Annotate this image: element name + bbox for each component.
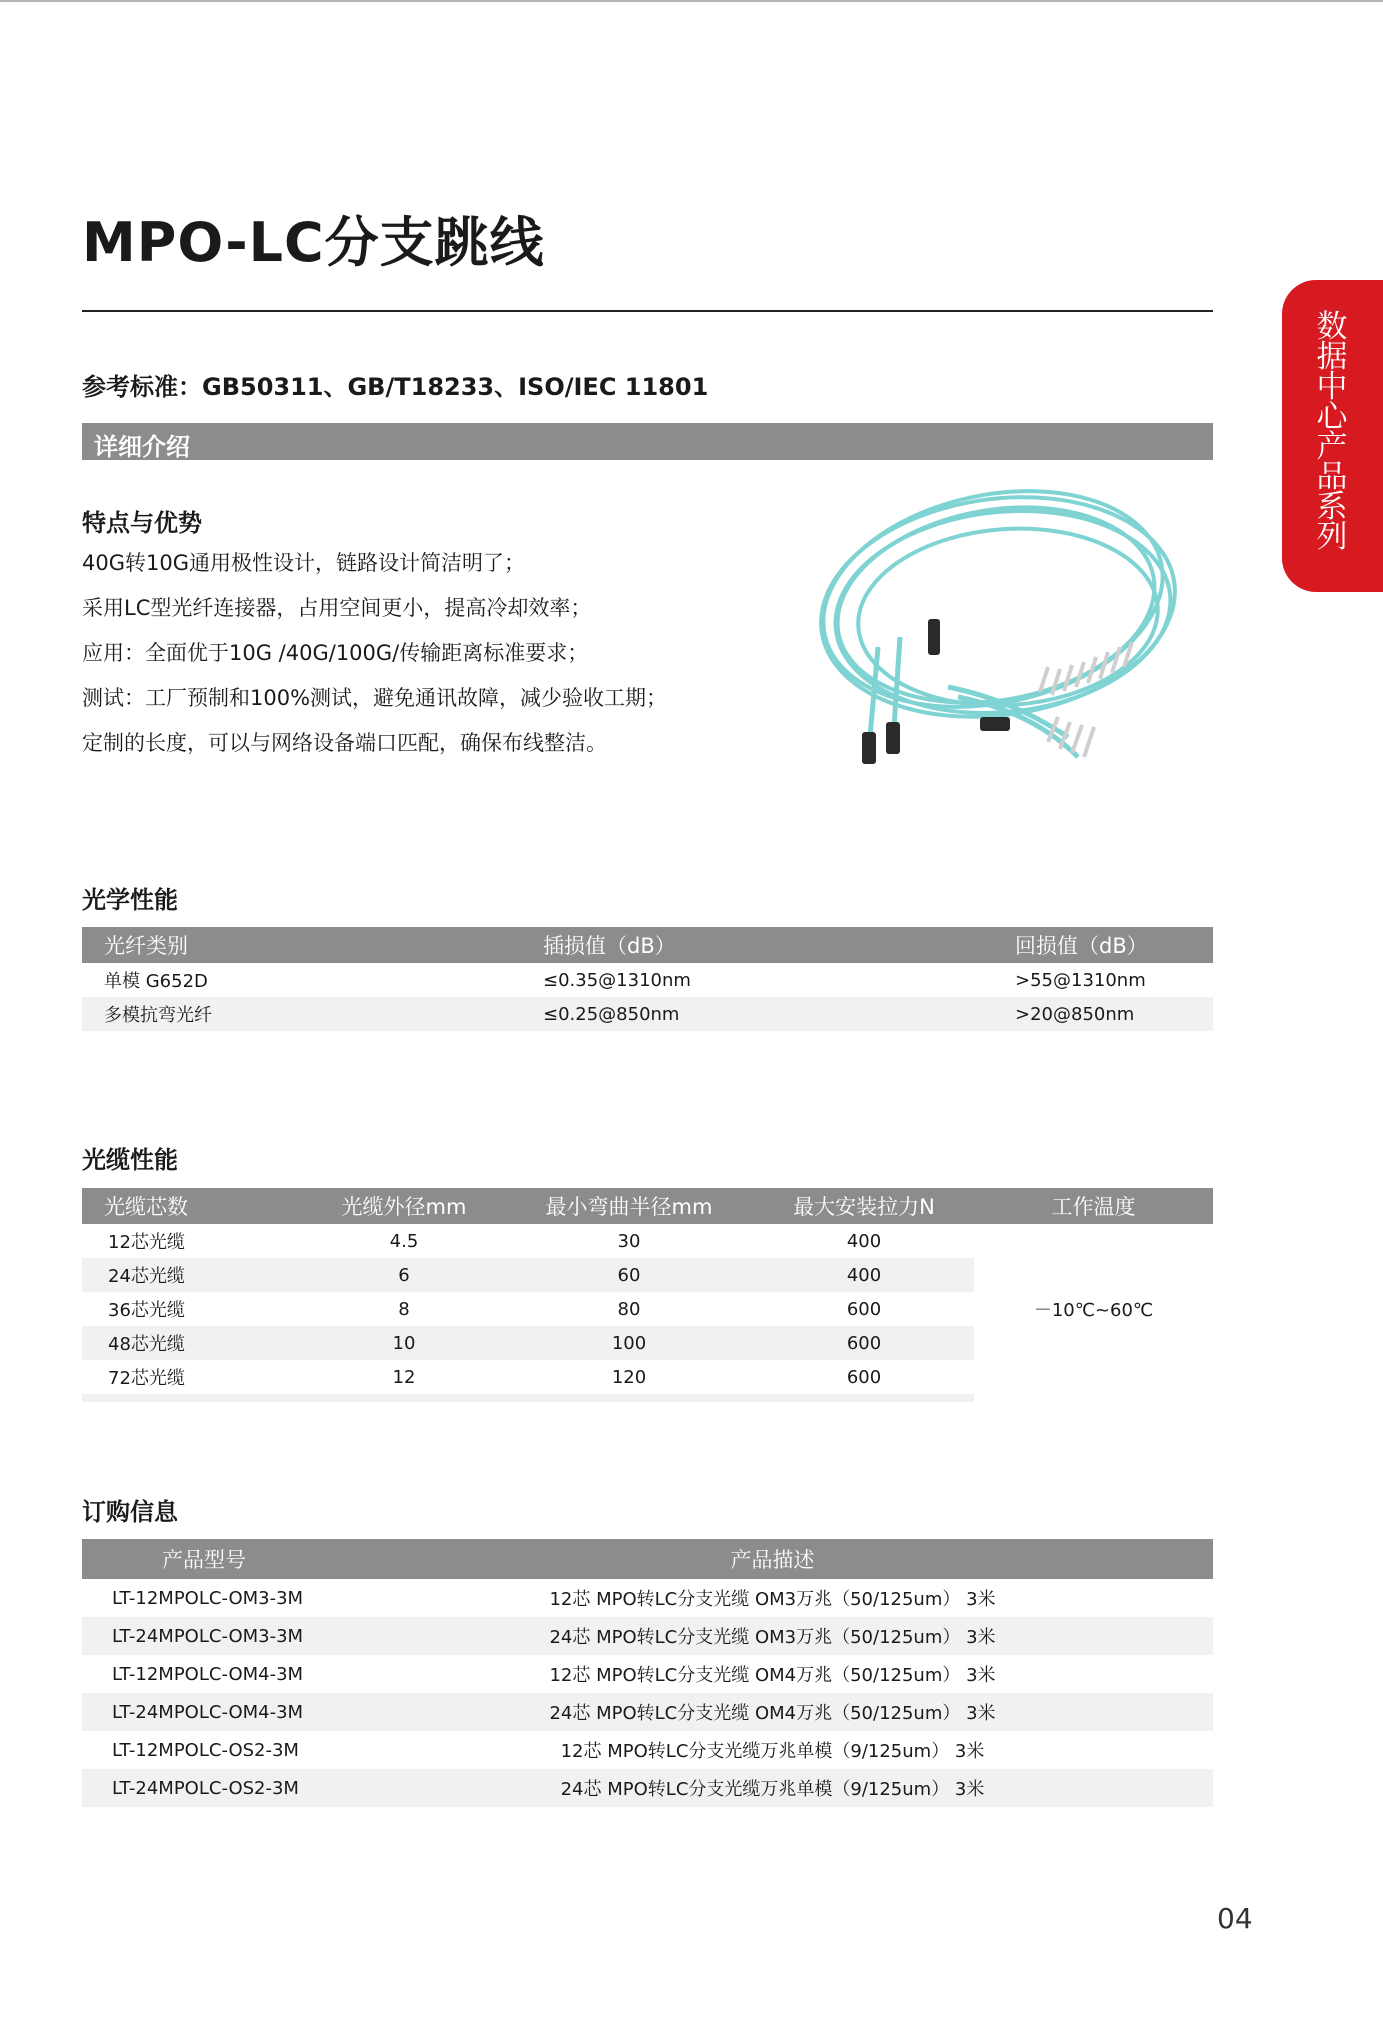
table-row <box>82 1579 1213 1617</box>
table-footer-stripe <box>82 1394 974 1402</box>
table-cell: 48芯光缆 <box>82 1326 304 1360</box>
fanout-boot-icon <box>928 619 940 655</box>
table-cell: 12芯 MPO转LC分支光缆 OM4万兆（50/125um） 3米 <box>549 1665 996 1686</box>
table-row <box>82 997 1213 1031</box>
feature-item: 定制的长度，可以与网络设备端口匹配，确保布线整洁。 <box>82 731 607 755</box>
title-divider <box>82 310 1213 312</box>
col-header: 光缆外径mm <box>304 1188 504 1224</box>
col-header: 产品型号 <box>82 1539 492 1579</box>
table-cell: LT-24MPOLC-OM4-3M <box>82 1693 492 1731</box>
col-header: 光纤类别 <box>82 927 543 963</box>
table-cell: 600 <box>846 1366 882 1388</box>
table-header-row <box>82 927 1213 963</box>
table-cell: 30 <box>617 1230 641 1252</box>
order-heading: 订购信息 <box>82 1498 178 1526</box>
table-cell: 12芯光缆 <box>108 1232 185 1253</box>
table-cell: 36芯光缆 <box>108 1300 185 1321</box>
table-cell: 24芯光缆 <box>82 1258 304 1292</box>
table-row <box>82 1769 1213 1807</box>
table-cell: 600 <box>754 1326 974 1360</box>
table-row <box>82 963 1213 997</box>
table-cell: LT-12MPOLC-OM3-3M <box>112 1587 304 1609</box>
table-cell: 12芯 MPO转LC分支光缆万兆单模（9/125um） 3米 <box>560 1741 985 1762</box>
cable-heading: 光缆性能 <box>82 1146 178 1174</box>
mpo-connector-icon <box>862 732 876 764</box>
features-heading: 特点与优势 <box>82 509 202 537</box>
features-list <box>82 548 667 773</box>
page-number: 04 <box>1217 1902 1253 1935</box>
table-cell: 80 <box>617 1298 641 1320</box>
table-cell: 600 <box>846 1298 882 1320</box>
mpo-connector-icon <box>886 722 900 754</box>
table-row <box>82 1224 1213 1258</box>
optical-heading: 光学性能 <box>82 886 178 914</box>
optical-table <box>82 927 1213 1031</box>
table-row <box>82 1693 1213 1731</box>
table-cell: 4.5 <box>389 1230 419 1252</box>
table-cell: 12芯 MPO转LC分支光缆 OM3万兆（50/125um） 3米 <box>549 1589 996 1610</box>
table-cell: 10 <box>304 1326 504 1360</box>
table-cell: LT-12MPOLC-OM4-3M <box>112 1663 304 1685</box>
table-cell: 60 <box>504 1258 754 1292</box>
col-header: 最大安装拉力N <box>754 1188 974 1224</box>
table-row <box>82 1731 1213 1769</box>
top-border-line <box>0 0 1383 2</box>
col-header: 产品描述 <box>492 1539 1213 1579</box>
fanout-sleeve-icon <box>980 717 1010 731</box>
table-cell: 24芯 MPO转LC分支光缆 OM3万兆（50/125um） 3米 <box>492 1617 1213 1655</box>
table-cell: LT-24MPOLC-OM3-3M <box>82 1617 492 1655</box>
col-header: 插损值（dB） <box>543 927 1015 963</box>
table-cell: 单模 G652D <box>104 971 208 992</box>
feature-item: 40G转10G通用极性设计，链路设计简洁明了； <box>82 551 525 575</box>
table-cell: 6 <box>304 1258 504 1292</box>
table-row <box>82 1655 1213 1693</box>
table-cell: 72芯光缆 <box>108 1368 185 1389</box>
table-cell: >55@1310nm <box>1015 969 1146 991</box>
col-header: 回损值（dB） <box>1015 927 1213 963</box>
table-cell: LT-12MPOLC-OS2-3M <box>112 1739 299 1761</box>
table-cell: ≤0.35@1310nm <box>543 969 691 991</box>
table-cell: 多模抗弯光纤 <box>82 997 543 1031</box>
table-cell: 8 <box>398 1298 410 1320</box>
col-header: 光缆芯数 <box>82 1188 304 1224</box>
table-header-row <box>82 1539 1213 1579</box>
table-cell: 12 <box>392 1366 416 1388</box>
table-row <box>82 1394 1213 1402</box>
mpo-lc-cable-image <box>808 487 1196 787</box>
detail-section-bar <box>82 423 1213 460</box>
table-header-row <box>82 1188 1213 1224</box>
reference-standard: 参考标准：GB50311、GB/T18233、ISO/IEC 11801 <box>82 373 709 401</box>
col-header: 工作温度 <box>974 1188 1213 1224</box>
detail-section-label: 详细介绍 <box>94 433 190 461</box>
table-cell: 400 <box>846 1230 882 1252</box>
table-cell: 400 <box>754 1258 974 1292</box>
page-title: MPO-LC分支跳线 <box>82 211 545 274</box>
table-cell: 24芯 MPO转LC分支光缆 OM4万兆（50/125um） 3米 <box>492 1693 1213 1731</box>
table-cell: 24芯 MPO转LC分支光缆万兆单模（9/125um） 3米 <box>492 1769 1213 1807</box>
feature-item: 应用：全面优于10G /40G/100G/传输距离标准要求； <box>82 641 589 665</box>
table-cell: LT-24MPOLC-OS2-3M <box>82 1769 492 1807</box>
table-row <box>82 1617 1213 1655</box>
table-cell: 120 <box>611 1366 647 1388</box>
table-cell: 100 <box>504 1326 754 1360</box>
table-cell: >20@850nm <box>1015 997 1213 1031</box>
col-header: 最小弯曲半径mm <box>504 1188 754 1224</box>
temperature-cell: －10℃~60℃ <box>1033 1300 1154 1321</box>
side-category-tab-label: 数据中心产品系列 <box>1316 309 1348 555</box>
order-table <box>82 1539 1213 1807</box>
cable-table <box>82 1188 1213 1402</box>
feature-item: 测试：工厂预制和100%测试，避免通讯故障，减少验收工期； <box>82 686 668 710</box>
feature-item: 采用LC型光纤连接器，占用空间更小，提高冷却效率； <box>82 596 592 620</box>
table-cell: ≤0.25@850nm <box>543 997 1015 1031</box>
